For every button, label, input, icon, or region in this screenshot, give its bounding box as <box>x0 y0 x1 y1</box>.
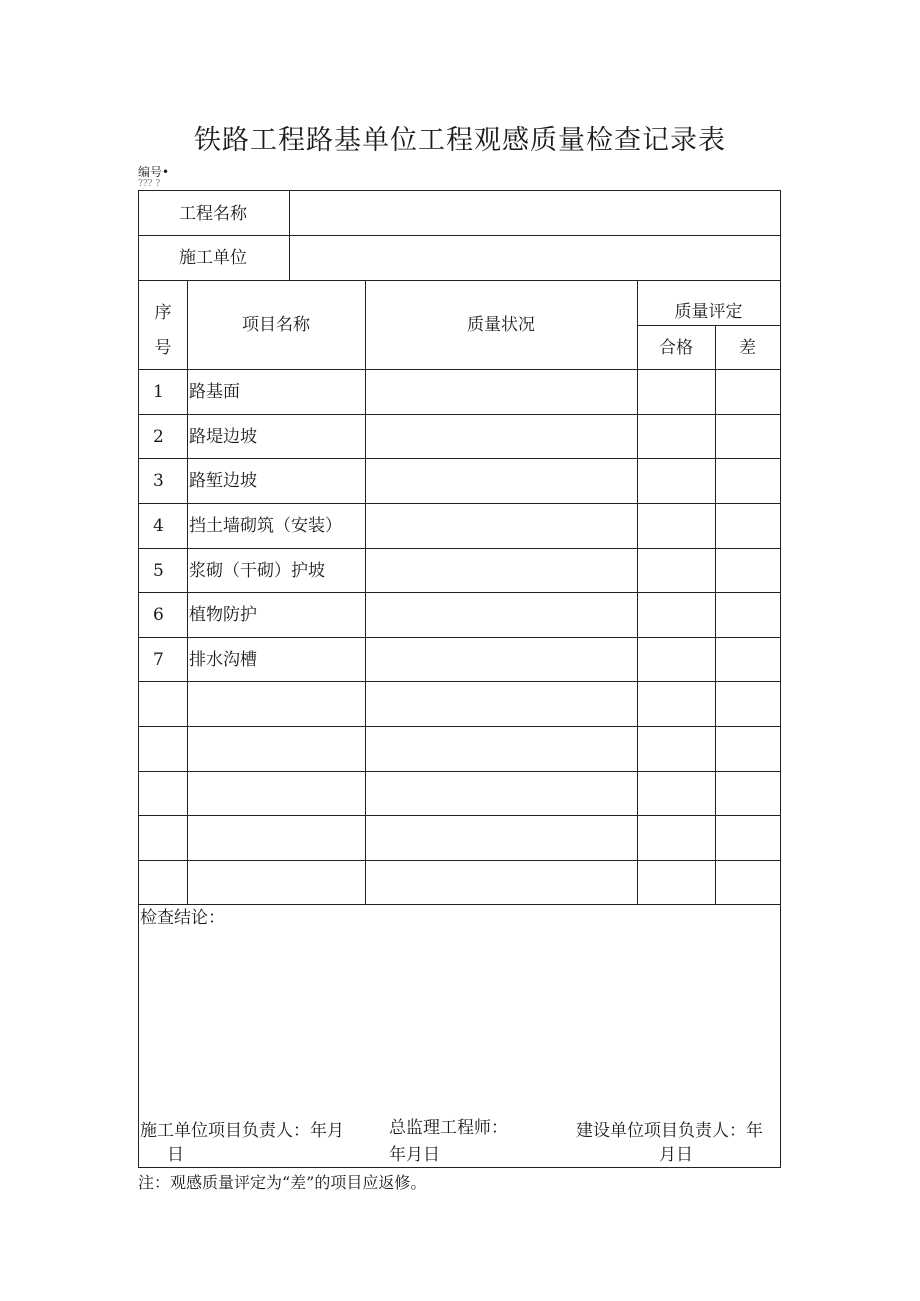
grid-line <box>365 280 366 904</box>
grid-line <box>139 726 780 727</box>
row-5-no: 5 <box>153 561 164 581</box>
grid-line <box>139 637 780 638</box>
grid-line <box>139 503 780 504</box>
row-2-name: 路堤边坡 <box>189 427 257 447</box>
row-3-name: 路堑边坡 <box>189 471 257 491</box>
grid-line <box>139 548 780 549</box>
header-item-name: 项目名称 <box>242 315 310 335</box>
inspection-form <box>138 190 781 1168</box>
grid-line <box>187 280 188 904</box>
grid-line <box>139 458 780 459</box>
conclusion-label: 检查结论： <box>140 908 225 928</box>
supervisor-signature-line2: 年月日 <box>389 1145 440 1165</box>
row-6-no: 6 <box>153 605 164 625</box>
header-pass: 合格 <box>659 338 693 358</box>
header-poor: 差 <box>739 338 756 358</box>
row-1-name: 路基面 <box>189 382 240 402</box>
construction-unit-label: 施工单位 <box>179 248 247 268</box>
grid-line <box>139 771 780 772</box>
row-4-no: 4 <box>153 516 164 536</box>
grid-line <box>139 280 780 281</box>
grid-line <box>139 815 780 816</box>
row-5-name: 浆砌（干砌）护坡 <box>189 561 325 581</box>
header-condition: 质量状况 <box>467 315 535 335</box>
row-4-name: 挡土墙砌筑（安装） <box>189 516 342 536</box>
grid-line <box>637 280 638 904</box>
supervisor-signature-line1: 总监理工程师： <box>389 1118 508 1138</box>
header-seq-1: 序 <box>154 303 172 323</box>
page-title: 铁路工程路基单位工程观感质量检查记录表 <box>194 125 726 156</box>
contractor-signature-line1: 施工单位项目负责人：年月 <box>140 1121 344 1141</box>
row-2-no: 2 <box>153 427 164 447</box>
owner-signature-line1: 建设单位项目负责人：年 <box>576 1121 763 1141</box>
row-7-name: 排水沟槽 <box>189 650 257 670</box>
header-seq-2: 号 <box>154 338 172 358</box>
footnote: 注：观感质量评定为“差”的项目应返修。 <box>138 1173 427 1192</box>
row-7-no: 7 <box>153 650 164 670</box>
doc-number-label: 编号• <box>138 165 170 179</box>
grid-line <box>139 904 780 905</box>
header-evaluation: 质量评定 <box>674 302 743 322</box>
contractor-signature-line2: 日 <box>167 1145 184 1165</box>
grid-line <box>139 369 780 370</box>
grid-line <box>289 191 290 280</box>
row-6-name: 植物防护 <box>189 605 257 625</box>
grid-line <box>139 414 780 415</box>
project-name-field[interactable] <box>299 204 769 224</box>
grid-line <box>139 681 780 682</box>
grid-line <box>139 235 780 236</box>
grid-line <box>139 592 780 593</box>
grid-line <box>715 325 716 904</box>
grid-line <box>139 860 780 861</box>
project-name-label: 工程名称 <box>179 204 247 224</box>
construction-unit-field[interactable] <box>299 248 769 268</box>
doc-number-value: ??? ? <box>138 179 161 189</box>
row-1-no: 1 <box>153 382 164 402</box>
grid-line <box>637 325 780 326</box>
row-3-no: 3 <box>153 471 164 491</box>
owner-signature-line2: 月日 <box>659 1145 693 1165</box>
